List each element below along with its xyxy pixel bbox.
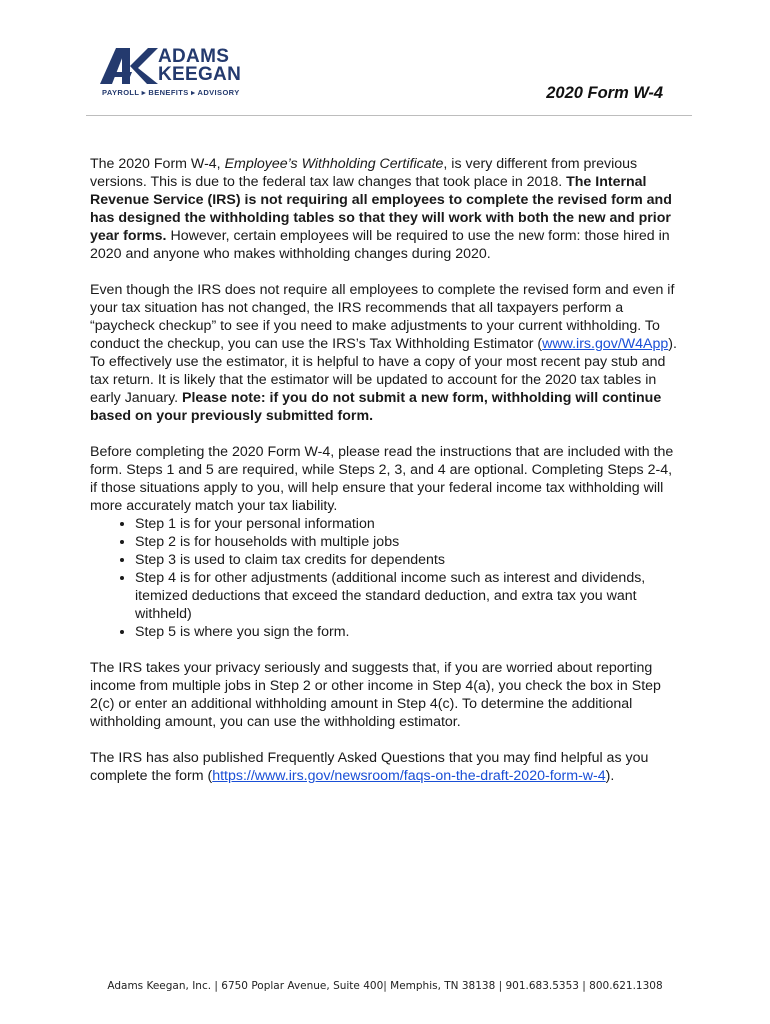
list-item: • Step 5 is where you sign the form. bbox=[135, 623, 680, 641]
privacy-paragraph: The IRS takes your privacy seriously and suggests that, if you are worried about reporting income from multiple jobs in Step 2 or other income in Step 4(a), you check the box in Step 2(c) or enter an additional withholding amount in Step 4(c). To determine the additional withholding amount, you can use the withholding estimator. bbox=[90, 660, 661, 730]
p1-bold-statement: The Internal Revenue Service (IRS) is not requiring all employees to complete the revised form and has designed the withholding tables so that they will work with both the new and prior year forms. bbox=[90, 174, 672, 244]
footer-address: Adams Keegan, Inc. | 6750 Poplar Avenue, Suite 400| Memphis, TN 38138 | 901.683.5353 | 800.621.1308 bbox=[107, 980, 663, 992]
document-body bbox=[90, 155, 680, 803]
header-divider bbox=[86, 115, 692, 116]
p2-text-a: Even though the IRS does not require all employees to complete the revised form and even if your tax situation has not changed, the IRS recommends that all taxpayers perform a “paycheck checkup” to see if you need to make adjustments to your current withholding. To conduct the checkup, you can use the IRS’s Tax Withholding Estimator ( bbox=[90, 282, 675, 352]
faq-link[interactable]: https://www.irs.gov/newsroom/faqs-on-the-draft-2020-form-w-4 bbox=[212, 768, 606, 784]
logo-tagline: PAYROLL ▸ BENEFITS ▸ ADVISORY bbox=[102, 88, 240, 97]
p2-text-b: ). To effectively use the estimator, it is helpful to have a copy of your most recent pay stub and tax return. It is likely that the estimator will be updated to account for the 2020 tax tables in early January. bbox=[90, 336, 677, 406]
logo-name-line1: ADAMS bbox=[158, 46, 230, 67]
form-title: 2020 Form W-4 bbox=[546, 84, 663, 102]
p1-text-a: The 2020 Form W-4, bbox=[90, 156, 225, 172]
list-item: • Step 1 is for your personal information bbox=[135, 515, 680, 533]
p5-text-a: The IRS has also published Frequently Asked Questions that you may find helpful as you complete the form ( bbox=[90, 750, 649, 784]
intro-paragraph bbox=[90, 155, 680, 263]
p1-text-e: However, certain employees will be required to use the new form: those hired in 2020 and anyone who makes withholding changes during 2020. bbox=[90, 228, 670, 262]
logo-name-line2: KEEGAN bbox=[158, 64, 242, 85]
list-item: • Step 4 is for other adjustments (additional income such as interest and dividends, itemized deductions that exceed the standard deduction, and extra tax you want withheld) bbox=[135, 569, 680, 623]
adams-keegan-logo bbox=[100, 46, 270, 101]
p1-text-c: , is very different from previous versions. This is due to the federal tax law changes that took place in 2018. bbox=[90, 156, 638, 190]
instructions-paragraph: Before completing the 2020 Form W-4, please read the instructions that are included with the form. Steps 1 and 5 are required, while Steps 2, 3, and 4 are optional. Completing Steps 2-4, if those situations apply to you, will help ensure that your federal income tax withholding will more accurately match your tax liability. bbox=[90, 444, 674, 514]
steps-list bbox=[90, 515, 680, 641]
w4app-link[interactable]: www.irs.gov/W4App bbox=[542, 336, 669, 352]
checkup-paragraph bbox=[90, 281, 680, 425]
list-item: • Step 2 is for households with multiple jobs bbox=[135, 533, 680, 551]
list-item: • Step 3 is used to claim tax credits for dependents bbox=[135, 551, 680, 569]
ak-logo-mark-icon bbox=[100, 46, 160, 86]
p5-text-b: ). bbox=[605, 768, 615, 784]
certificate-name: Employee’s Withholding Certificate bbox=[224, 156, 444, 172]
logo-wordmark bbox=[158, 48, 241, 84]
p2-bold-note: Please note: if you do not submit a new form, withholding will continue based on your previously submitted form. bbox=[90, 390, 662, 424]
faq-paragraph bbox=[90, 749, 680, 785]
